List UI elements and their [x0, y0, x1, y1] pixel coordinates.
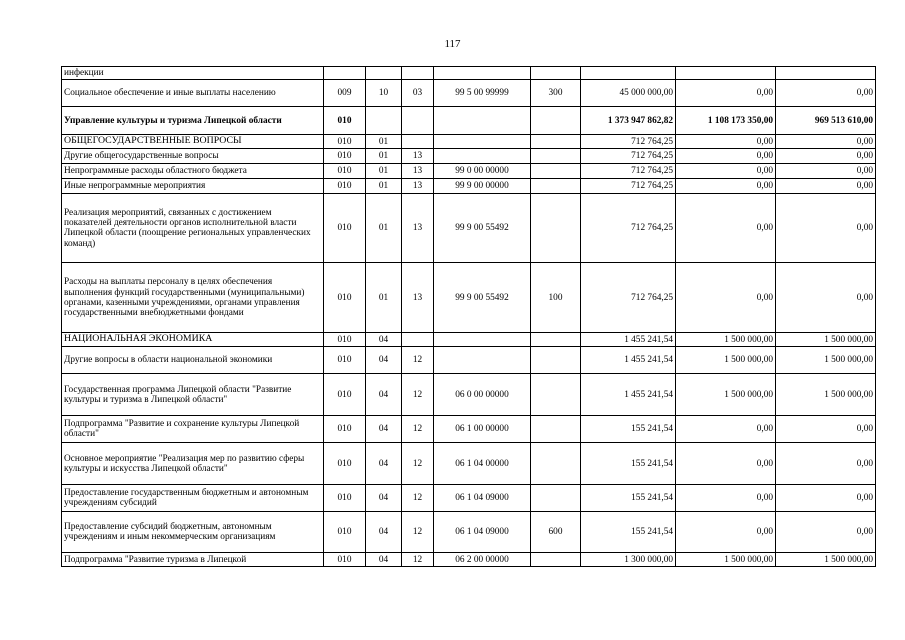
row-amount-year2: 0,00 [676, 485, 776, 512]
row-section-code [366, 107, 402, 135]
row-ved-code: 010 [324, 333, 366, 347]
row-subsection-code: 13 [402, 179, 434, 194]
row-section-code: 04 [366, 512, 402, 553]
row-target-article: 06 1 04 09000 [434, 512, 531, 553]
table-row [62, 80, 876, 107]
row-target-article: 06 1 04 09000 [434, 485, 531, 512]
row-target-article: 06 1 04 00000 [434, 443, 531, 485]
row-section-code: 01 [366, 149, 402, 164]
table-row [62, 135, 876, 149]
row-amount-year2: 0,00 [676, 149, 776, 164]
row-amount-year2: 0,00 [676, 416, 776, 443]
row-amount-year1: 155 241,54 [581, 416, 676, 443]
row-section-code: 04 [366, 374, 402, 416]
row-amount-year1: 1 455 241,54 [581, 374, 676, 416]
row-name: ОБЩЕГОСУДАРСТВЕННЫЕ ВОПРОСЫ [62, 135, 324, 149]
row-section-code: 01 [366, 164, 402, 179]
row-ved-code: 010 [324, 416, 366, 443]
row-section-code [366, 67, 402, 80]
row-amount-year2: 1 500 000,00 [676, 347, 776, 374]
row-amount-year3: 0,00 [776, 80, 876, 107]
page-number: 117 [444, 38, 461, 50]
row-name: НАЦИОНАЛЬНАЯ ЭКОНОМИКА [62, 333, 324, 347]
row-amount-year3: 0,00 [776, 485, 876, 512]
row-amount-year1: 712 764,25 [581, 263, 676, 333]
row-expense-type [531, 374, 581, 416]
row-expense-type [531, 149, 581, 164]
table-row [62, 107, 876, 135]
row-amount-year2: 0,00 [676, 164, 776, 179]
row-expense-type [531, 347, 581, 374]
row-name: инфекции [62, 67, 324, 80]
row-amount-year2: 0,00 [676, 80, 776, 107]
row-amount-year2: 1 500 000,00 [676, 553, 776, 567]
row-target-article [434, 67, 531, 80]
row-ved-code: 009 [324, 80, 366, 107]
table-row [62, 263, 876, 333]
table-row [62, 553, 876, 567]
row-amount-year1: 712 764,25 [581, 179, 676, 194]
table-row [62, 164, 876, 179]
row-ved-code: 010 [324, 443, 366, 485]
row-ved-code: 010 [324, 149, 366, 164]
row-name: Расходы на выплаты персоналу в целях обеспечения выполнения функций государственными (муниципальными) органами, казенными учреждениями, органами управления государственными внебюджетными фондами [62, 263, 324, 333]
row-subsection-code [402, 67, 434, 80]
row-name: Реализация мероприятий, связанных с достижением показателей деятельности органов исполнительной власти Липецкой области (поощрение региональных управленческих команд) [62, 194, 324, 263]
row-amount-year1: 1 455 241,54 [581, 347, 676, 374]
row-ved-code [324, 67, 366, 80]
row-name: Социальное обеспечение и иные выплаты населению [62, 80, 324, 107]
row-amount-year1 [581, 67, 676, 80]
row-target-article [434, 107, 531, 135]
row-name: Непрограммные расходы областного бюджета [62, 164, 324, 179]
row-section-code: 04 [366, 485, 402, 512]
row-amount-year1: 155 241,54 [581, 512, 676, 553]
row-amount-year1: 155 241,54 [581, 443, 676, 485]
row-amount-year2 [676, 67, 776, 80]
row-amount-year3: 1 500 000,00 [776, 553, 876, 567]
row-amount-year3: 969 513 610,00 [776, 107, 876, 135]
row-section-code: 04 [366, 333, 402, 347]
row-section-code: 01 [366, 135, 402, 149]
row-ved-code: 010 [324, 194, 366, 263]
row-name: Другие вопросы в области национальной экономики [62, 347, 324, 374]
row-amount-year2: 1 500 000,00 [676, 333, 776, 347]
row-amount-year2: 0,00 [676, 135, 776, 149]
row-section-code: 10 [366, 80, 402, 107]
row-expense-type [531, 194, 581, 263]
row-subsection-code: 13 [402, 263, 434, 333]
row-expense-type [531, 416, 581, 443]
row-amount-year1: 712 764,25 [581, 135, 676, 149]
row-subsection-code: 12 [402, 374, 434, 416]
row-subsection-code: 12 [402, 443, 434, 485]
row-expense-type [531, 135, 581, 149]
row-section-code: 01 [366, 179, 402, 194]
row-expense-type [531, 67, 581, 80]
row-amount-year3: 1 500 000,00 [776, 333, 876, 347]
row-amount-year2: 0,00 [676, 443, 776, 485]
row-section-code: 04 [366, 553, 402, 567]
row-expense-type: 100 [531, 263, 581, 333]
row-expense-type: 300 [531, 80, 581, 107]
row-amount-year3: 1 500 000,00 [776, 347, 876, 374]
row-amount-year3: 1 500 000,00 [776, 374, 876, 416]
row-section-code: 01 [366, 194, 402, 263]
row-ved-code: 010 [324, 347, 366, 374]
table-row [62, 416, 876, 443]
row-ved-code: 010 [324, 107, 366, 135]
row-expense-type [531, 164, 581, 179]
row-section-code: 04 [366, 416, 402, 443]
table-row [62, 67, 876, 80]
row-target-article: 99 5 00 99999 [434, 80, 531, 107]
row-amount-year3: 0,00 [776, 149, 876, 164]
row-name: Подпрограмма "Развитие и сохранение культуры Липецкой области" [62, 416, 324, 443]
table-row [62, 443, 876, 485]
table-row [62, 485, 876, 512]
table-row [62, 512, 876, 553]
row-amount-year1: 712 764,25 [581, 164, 676, 179]
row-amount-year1: 45 000 000,00 [581, 80, 676, 107]
row-subsection-code: 12 [402, 416, 434, 443]
row-subsection-code: 12 [402, 512, 434, 553]
row-amount-year3: 0,00 [776, 135, 876, 149]
row-subsection-code: 12 [402, 347, 434, 374]
row-ved-code: 010 [324, 164, 366, 179]
row-amount-year1: 1 373 947 862,82 [581, 107, 676, 135]
row-amount-year1: 1 300 000,00 [581, 553, 676, 567]
row-name: Подпрограмма "Развитие туризма в Липецкой [62, 553, 324, 567]
row-subsection-code: 13 [402, 149, 434, 164]
row-subsection-code: 03 [402, 80, 434, 107]
row-expense-type [531, 333, 581, 347]
row-name: Другие общегосударственные вопросы [62, 149, 324, 164]
row-name: Основное мероприятие "Реализация мер по развитию сферы культуры и искусства Липецкой области" [62, 443, 324, 485]
row-amount-year3: 0,00 [776, 512, 876, 553]
row-target-article [434, 347, 531, 374]
row-expense-type [531, 443, 581, 485]
row-amount-year2: 1 108 173 350,00 [676, 107, 776, 135]
row-amount-year1: 712 764,25 [581, 149, 676, 164]
row-expense-type [531, 553, 581, 567]
row-target-article: 99 9 00 00000 [434, 179, 531, 194]
row-target-article: 06 0 00 00000 [434, 374, 531, 416]
row-subsection-code [402, 333, 434, 347]
row-ved-code: 010 [324, 179, 366, 194]
row-name: Иные непрограммные мероприятия [62, 179, 324, 194]
row-subsection-code: 13 [402, 164, 434, 179]
row-amount-year1: 712 764,25 [581, 194, 676, 263]
row-section-code: 04 [366, 443, 402, 485]
row-ved-code: 010 [324, 512, 366, 553]
row-subsection-code: 12 [402, 553, 434, 567]
row-ved-code: 010 [324, 485, 366, 512]
row-ved-code: 010 [324, 374, 366, 416]
row-subsection-code: 13 [402, 194, 434, 263]
row-amount-year3: 0,00 [776, 179, 876, 194]
row-target-article [434, 333, 531, 347]
row-amount-year3: 0,00 [776, 194, 876, 263]
budget-table-body [62, 67, 876, 567]
row-target-article: 99 9 00 55492 [434, 194, 531, 263]
row-ved-code: 010 [324, 553, 366, 567]
row-amount-year2: 1 500 000,00 [676, 374, 776, 416]
row-amount-year1: 155 241,54 [581, 485, 676, 512]
row-amount-year1: 1 455 241,54 [581, 333, 676, 347]
row-expense-type [531, 107, 581, 135]
row-amount-year2: 0,00 [676, 179, 776, 194]
row-target-article: 99 9 00 55492 [434, 263, 531, 333]
table-row [62, 347, 876, 374]
row-subsection-code: 12 [402, 485, 434, 512]
row-amount-year2: 0,00 [676, 194, 776, 263]
row-target-article [434, 149, 531, 164]
row-section-code: 01 [366, 263, 402, 333]
row-name: Предоставление государственным бюджетным и автономным учреждениям субсидий [62, 485, 324, 512]
row-expense-type [531, 179, 581, 194]
row-amount-year3: 0,00 [776, 416, 876, 443]
row-amount-year3: 0,00 [776, 164, 876, 179]
row-amount-year2: 0,00 [676, 263, 776, 333]
row-amount-year2: 0,00 [676, 512, 776, 553]
row-subsection-code [402, 107, 434, 135]
row-target-article: 06 2 00 00000 [434, 553, 531, 567]
row-target-article: 06 1 00 00000 [434, 416, 531, 443]
row-target-article [434, 135, 531, 149]
table-row [62, 179, 876, 194]
row-ved-code: 010 [324, 135, 366, 149]
row-amount-year3: 0,00 [776, 443, 876, 485]
row-name: Управление культуры и туризма Липецкой области [62, 107, 324, 135]
budget-table [61, 66, 876, 567]
row-ved-code: 010 [324, 263, 366, 333]
row-name: Предоставление субсидий бюджетным, автономным учреждениям и иным некоммерческим организациям [62, 512, 324, 553]
row-name: Государственная программа Липецкой области "Развитие культуры и туризма в Липецкой области" [62, 374, 324, 416]
row-expense-type: 600 [531, 512, 581, 553]
table-row [62, 194, 876, 263]
row-amount-year3 [776, 67, 876, 80]
row-subsection-code [402, 135, 434, 149]
row-target-article: 99 0 00 00000 [434, 164, 531, 179]
table-row [62, 374, 876, 416]
row-section-code: 04 [366, 347, 402, 374]
table-row [62, 333, 876, 347]
row-amount-year3: 0,00 [776, 263, 876, 333]
table-row [62, 149, 876, 164]
row-expense-type [531, 485, 581, 512]
